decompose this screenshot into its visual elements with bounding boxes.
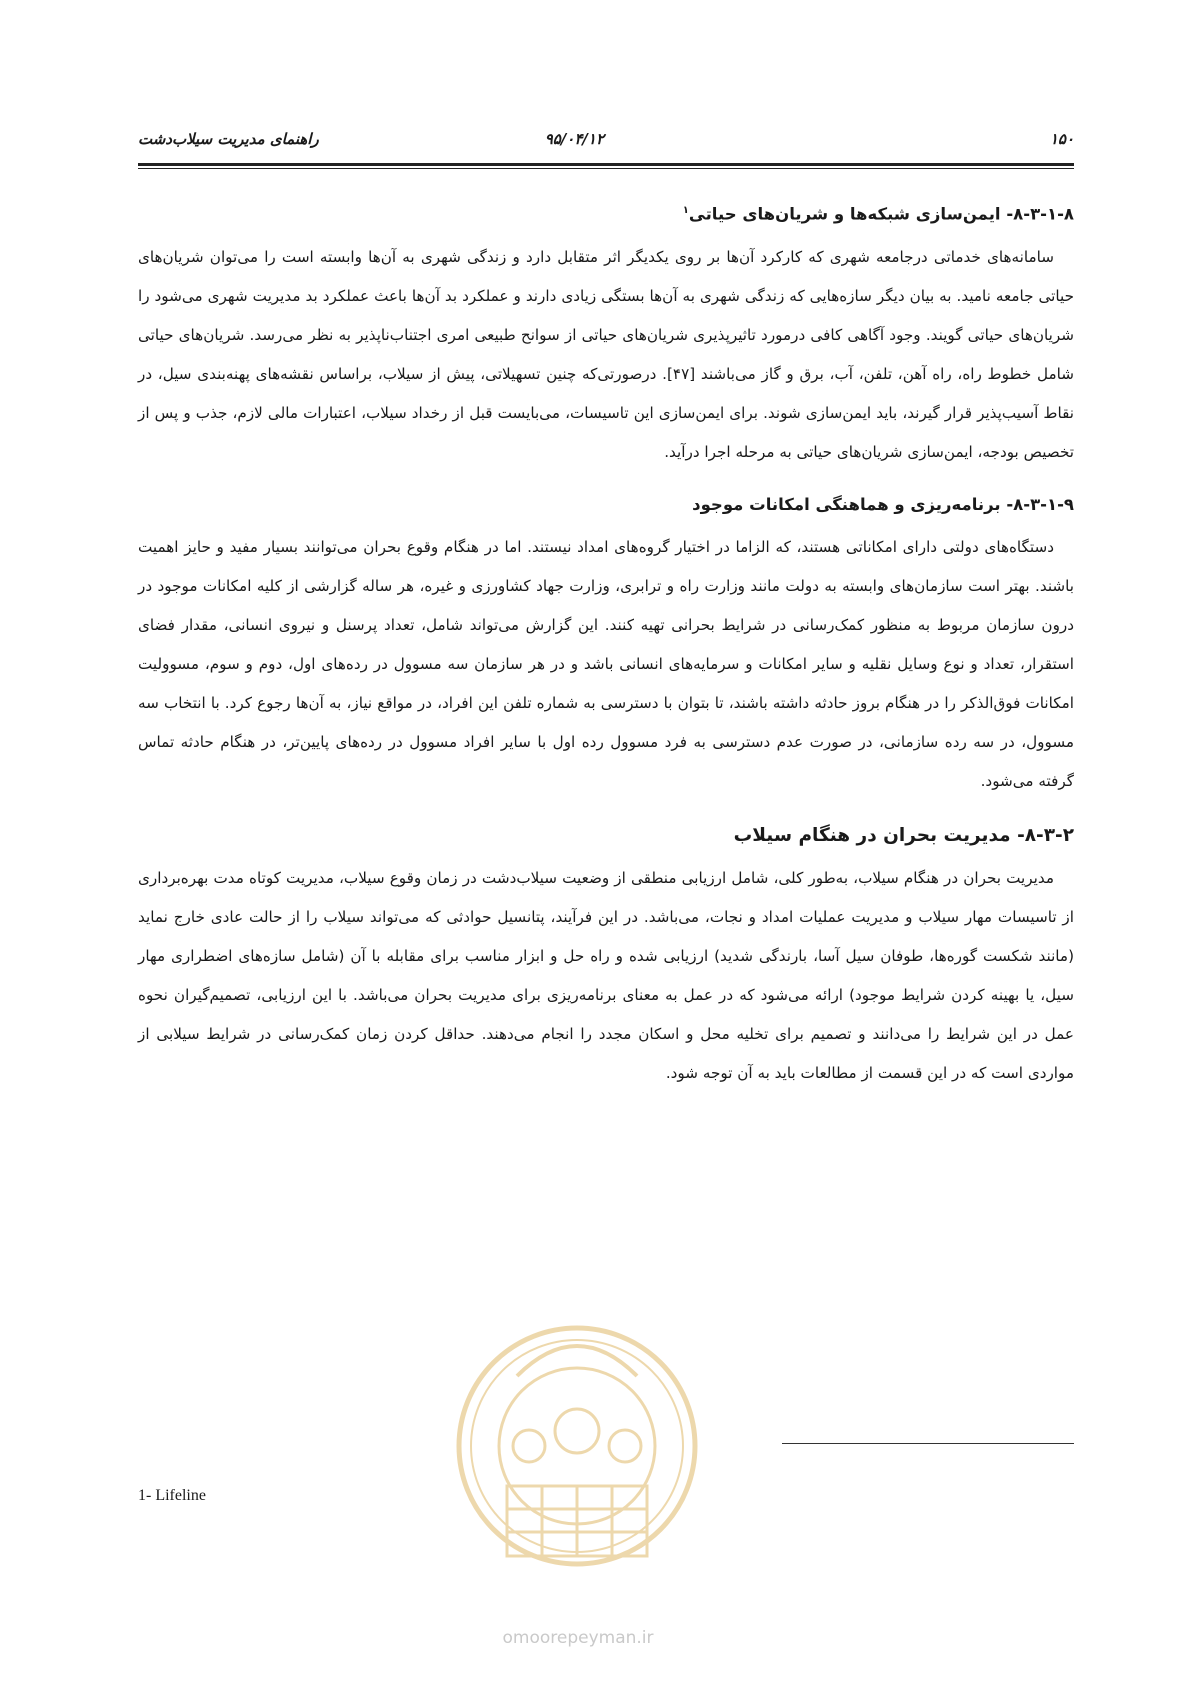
header-title: راهنمای مدیریت سیلاب‌دشت: [138, 130, 319, 148]
footnote: 1- Lifeline: [138, 1487, 206, 1504]
footnote-marker: ۱: [682, 205, 689, 216]
section-paragraph: مدیریت بحران در هنگام سیلاب، به‌طور کلی، شامل ارزیابی منطقی از وضعیت سیلاب‌دشت در زمان وقوع سیلاب، مدیریت کوتاه مدت بهره‌برداری از تاسیسات مهار سیلاب و مدیریت عملیات امداد و نجات، می‌باشد. در این فرآیند، پتانسیل حوادثی که می‌تواند سیلاب را از حالت عادی خارج نماید (مانند شکست گوره‌ها، طوفان سیل آسا، بارندگی شدید) ارزیابی شده و راه حل و ابزار مناسب برای مقابله با آن (شامل سازه‌های اضطراری مهار سیل، یا بهینه کردن شرایط موجود) ارائه می‌شود که در عمل به معنای برنامه‌ریزی برای مدیریت بحران می‌باشد. با این ارزیابی، تصمیم‌گیران نحوه عمل در این شرایط را می‌دانند و تصمیم برای تخلیه محل و اسکان مجدد را انجام می‌دهند. حداقل کردن زمان کمک‌رسانی در شرایط سیلابی از مواردی است که در این قسمت از مطالعات باید به آن توجه شود.: [138, 868, 1074, 1082]
section-heading-8-3-1-9: ۸-۳-۱-۹- برنامه‌ریزی و هماهنگی امکانات موجود: [692, 494, 1074, 514]
section-heading-8-3-2: ۸-۳-۲- مدیریت بحران در هنگام سیلاب: [733, 824, 1074, 846]
header-rule: [138, 163, 1074, 166]
header-rule-thin: [138, 168, 1074, 169]
footnote-rule: [782, 1443, 1074, 1444]
section-heading-8-3-1-8: [138, 196, 1074, 230]
running-header: [138, 128, 1074, 160]
page-number: ۱۵۰: [1049, 130, 1074, 148]
section-paragraph: دستگاه‌های دولتی دارای امکاناتی هستند، که الزاما در اختیار گروه‌های امداد نیستند. اما در هنگام وقوع بحران می‌توانند بسیار مفید و حایز اهمیت باشند. بهتر است سازمان‌های وابسته به دولت مانند وزارت راه و ترابری، وزارت جهاد کشاورزی و غیره، هر ساله گزارشی از کلیه امکانات موجود در درون سازمان مربوط به منظور کمک‌رسانی در شرایط بحرانی تهیه کنند. این گزارش می‌تواند شامل، تعداد پرسنل و نیروی انسانی، مقدار فضای استقرار، تعداد و نوع وسایل نقلیه و سایر امکانات و سرمایه‌های انسانی باشد و در هر سازمان سه مسوول در رده‌های اول، دوم و سوم، مسوولیت امکانات فوق‌الذکر را در هنگام بروز حادثه داشته باشند، تا بتوان با دسترسی به شماره تلفن این افراد، در مواقع نیاز، به آن‌ها رجوع کرد. با انتخاب سه مسوول، در سه رده سازمانی، در صورت عدم دسترسی به فرد مسوول رده اول با سایر افراد مسوول در رده‌های پایین‌تر، در هنگام حادثه تماس گرفته می‌شود.: [138, 537, 1074, 790]
section-paragraph: سامانه‌های خدماتی درجامعه شهری که کارکرد آن‌ها بر روی یکدیگر اثر متقابل دارد و زندگی شهری به آن‌ها وابسته است را می‌توان شریان‌های حیاتی جامعه نامید. به بیان دیگر سازه‌هایی که زندگی شهری به آن‌ها بستگی زیادی دارند و عملکرد بد آن‌ها باعث عملکرد بد مدیریت شهری می‌شود را شریان‌های حیاتی گویند. وجود آگاهی کافی درمورد تاثیرپذیری شریان‌های حیاتی از سوانح طبیعی امری اجتناب‌ناپذیر به نظر می‌رسد. شریان‌های حیاتی شامل خطوط راه، راه آهن، تلفن، آب، برق و گاز می‌باشند [۴۷]. درصورتی‌که چنین تسهیلاتی، پیش از سیلاب، براساس نقشه‌های پهنه‌بندی سیل، در نقاط آسیب‌پذیر قرار گیرند، باید ایمن‌سازی شوند. برای ایمن‌سازی این تاسیسات، می‌بایست قبل از رخداد سیلاب، اعتبارات مالی لازم، جذب و پس از تخصیص بودجه، ایمن‌سازی شریان‌های حیاتی به مرحله اجرا درآید.: [138, 247, 1074, 461]
page-content: [138, 196, 1074, 1093]
header-date: ۹۵/۰۴/۱۲: [544, 130, 604, 148]
heading-text: ۸-۳-۱-۸- ایمن‌سازی شبکه‌ها و شریان‌های حیاتی: [688, 204, 1074, 224]
seal-logo-icon: [447, 1296, 707, 1626]
watermark-url: omoorepeyman.ir: [502, 1628, 654, 1648]
